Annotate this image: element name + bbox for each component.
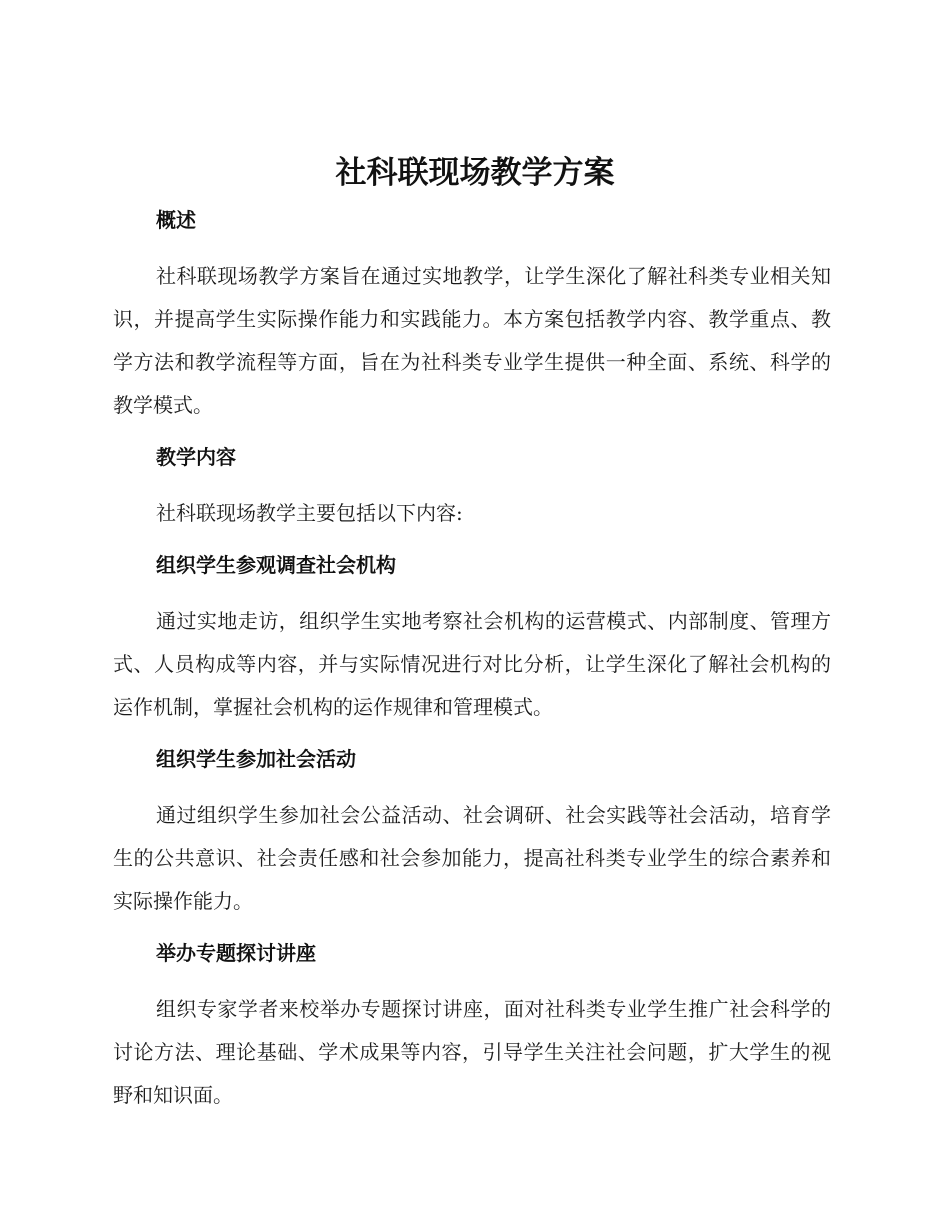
- document-title: 社科联现场教学方案: [335, 155, 615, 191]
- section-paragraph-visit-institutions: 通过实地走访，组织学生实地考察社会机构的运营模式、内部制度、管理方式、人员构成等内容，并与实际情况进行对比分析，让学生深化了解社会机构的运作机制，掌握社会机构的运作规律和管理模式。: [113, 609, 831, 719]
- section-paragraph-lectures: 组织专家学者来校举办专题探讨讲座，面对社科类专业学生推广社会科学的讨论方法、理论基础、学术成果等内容，引导学生关注社会问题，扩大学生的视野和知识面。: [113, 997, 831, 1107]
- section-heading-social-activities: 组织学生参加社会活动: [156, 747, 356, 771]
- section-paragraph-overview: 社科联现场教学方案旨在通过实地教学，让学生深化了解社科类专业相关知识，并提高学生实际操作能力和实践能力。本方案包括教学内容、教学重点、教学方法和教学流程等方面，旨在为社科类专业学生提供一种全面、系统、科学的教学模式。: [113, 264, 831, 417]
- section-paragraph-teaching-content: 社科联现场教学主要包括以下内容:: [156, 501, 463, 525]
- document-body: [113, 200, 831, 1117]
- section-heading-overview: 概述: [156, 208, 196, 232]
- section-heading-teaching-content: 教学内容: [156, 445, 236, 469]
- section-paragraph-social-activities: 通过组织学生参加社会公益活动、社会调研、社会实践等社会活动，培育学生的公共意识、社会责任感和社会参加能力，提高社科类专业学生的综合素养和实际操作能力。: [113, 803, 831, 913]
- section-heading-visit-institutions: 组织学生参观调查社会机构: [156, 553, 396, 577]
- section-heading-lectures: 举办专题探讨讲座: [156, 941, 316, 965]
